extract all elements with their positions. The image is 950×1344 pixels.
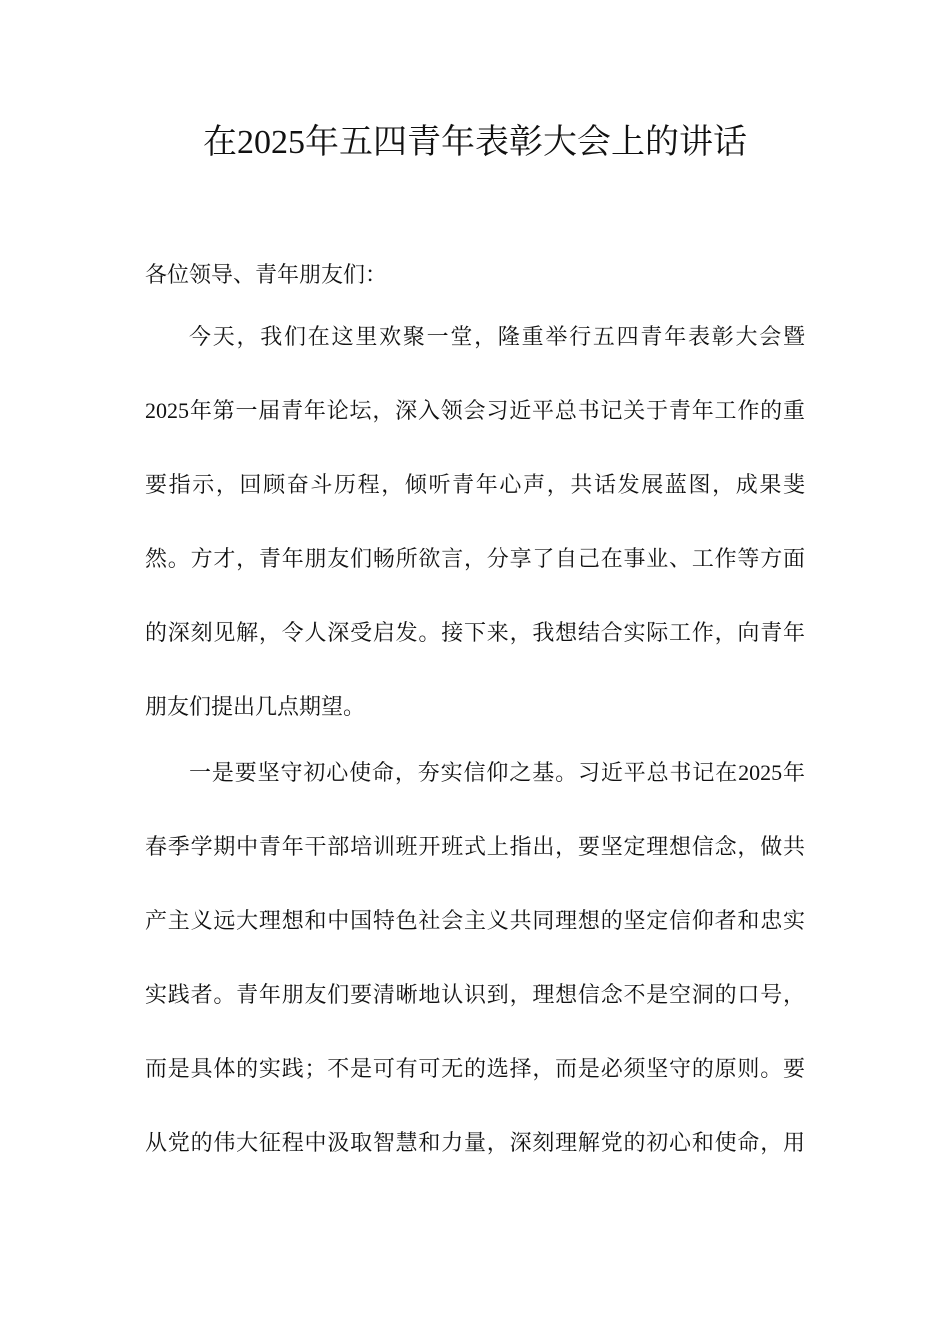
text-line: 实践者。青年朋友们要清晰地认识到，理想信念不是空洞的口号， <box>145 982 805 1007</box>
text-line: 春季学期中青年干部培训班开班式上指出，要坚定理想信念，做共 <box>145 834 805 859</box>
text-line: 产主义远大理想和中国特色社会主义共同理想的坚定信仰者和忠实 <box>145 908 805 933</box>
text-line: 2025年第一届青年论坛，深入领会习近平总书记关于青年工作的重 <box>145 398 805 423</box>
text-line: 而是具体的实践；不是可有可无的选择，而是必须坚守的原则。要 <box>145 1056 805 1081</box>
text-line: 一是要坚守初心使命，夯实信仰之基。习近平总书记在2025年 <box>189 760 805 785</box>
greeting: 各位领导、青年朋友们： <box>145 262 388 287</box>
text-line: 要指示，回顾奋斗历程，倾听青年心声，共话发展蓝图，成果斐 <box>145 472 805 497</box>
text-line: 今天，我们在这里欢聚一堂，隆重举行五四青年表彰大会暨 <box>189 324 805 349</box>
text-line: 从党的伟大征程中汲取智慧和力量，深刻理解党的初心和使命，用 <box>145 1130 805 1155</box>
text-line: 的深刻见解，令人深受启发。接下来，我想结合实际工作，向青年 <box>145 620 805 645</box>
text-line: 然。方才，青年朋友们畅所欲言，分享了自己在事业、工作等方面 <box>145 546 805 571</box>
document-title: 在2025年五四青年表彰大会上的讲话 <box>203 124 747 161</box>
text-line: 朋友们提出几点期望。 <box>145 694 366 719</box>
